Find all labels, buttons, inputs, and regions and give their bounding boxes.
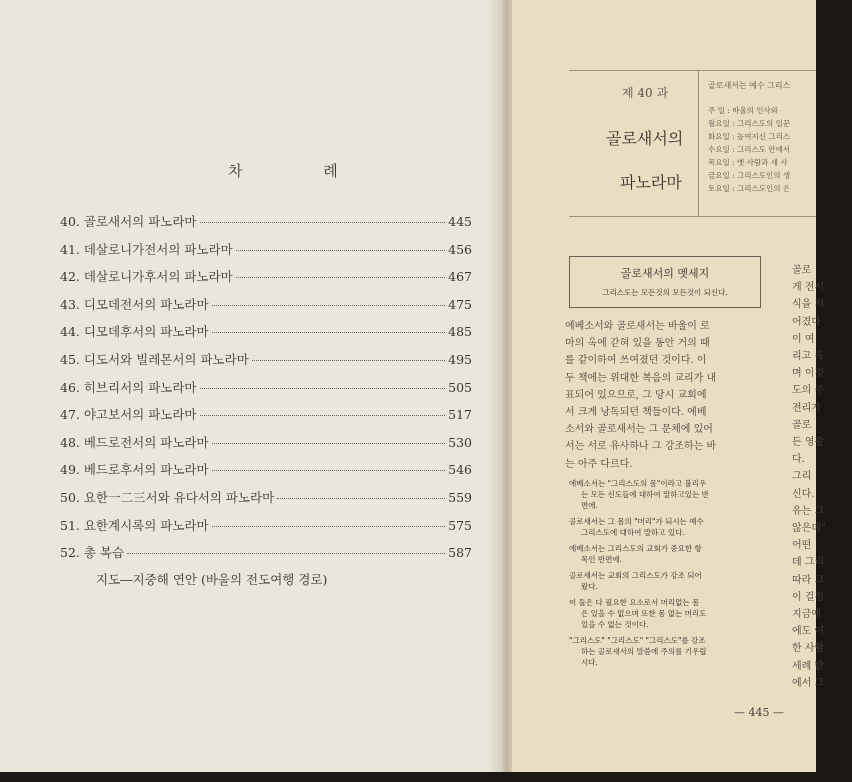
toc-entry <box>60 378 472 396</box>
toc-entry <box>60 322 472 340</box>
bullet-line: 골로새서는 교회의 그리스도가 강조 되어 <box>569 571 702 580</box>
bottom-edge <box>0 772 816 782</box>
daily-readings <box>708 104 790 195</box>
toc-entry <box>60 212 472 230</box>
bullet-line: 이 둘은 다 필요한 요소로서 머리없는 몸 <box>569 598 700 607</box>
right-column-line: 전리가 <box>792 402 821 414</box>
right-column-line: 며 이것 <box>792 368 825 380</box>
toc-entry-page: 530 <box>448 434 472 450</box>
body-line: 를 같이하여 쓰여졌던 것이다. 이 <box>565 355 707 367</box>
toc-entry-page: 485 <box>448 324 472 340</box>
bullet-item <box>569 516 769 538</box>
daily-reading-line: 수요일 : 그리스도 안에서 <box>708 145 791 154</box>
toc-leader-dots <box>236 250 445 251</box>
lesson-title-line1: 골로새서의 <box>606 129 684 148</box>
daily-reading-line: 주 일 : 바울의 인사와 <box>708 106 779 115</box>
bullet-line: 는 모든 신도들에 대하여 말하고있는 반 <box>581 490 709 499</box>
toc-entry-page: 467 <box>448 269 472 285</box>
toc-leader-dots <box>200 415 446 416</box>
body-line: 서 크게 낭독되던 책들이다. 에베 <box>565 407 707 419</box>
toc-entry-page: 456 <box>448 241 472 257</box>
toc-entry <box>60 350 472 368</box>
lesson-number: 제 40 과 <box>622 86 669 100</box>
toc-leader-dots <box>212 305 446 306</box>
toc-entry <box>60 295 472 313</box>
toc-entry-page: 575 <box>448 517 472 533</box>
right-column-line: 골로 <box>792 265 812 276</box>
right-column-line: 이 여 <box>792 333 815 345</box>
toc-leader-dots <box>200 222 446 223</box>
bullet-item <box>569 543 769 565</box>
toc-entry-label: 41. 데살로니가전서의 파노라마 <box>60 241 233 257</box>
toc-leader-dots <box>212 526 446 527</box>
daily-reading-line: 화요일 : 높여지신 그리스 <box>708 132 791 141</box>
toc-entry-page: 475 <box>448 296 472 312</box>
bullet-item <box>569 597 769 630</box>
bullet-line: 있을 수 없는 것이다. <box>581 620 649 629</box>
toc-leader-dots <box>200 388 446 389</box>
toc-leader-dots <box>212 443 446 444</box>
right-page <box>512 0 826 772</box>
toc-entry-label: 44. 디모데후서의 파노라마 <box>60 324 209 340</box>
bullet-line: 목인 반면에. <box>581 555 622 564</box>
right-column-line: 데 그리 <box>792 557 825 569</box>
daily-reading-line: 목요일 : 옛 사람과 새 사 <box>708 158 788 167</box>
message-title: 골로새서의 멧세지 <box>620 267 710 280</box>
bullet-line: 면에. <box>581 501 598 510</box>
bullet-line: 시다. <box>581 658 598 667</box>
message-subtitle: 그리스도는 모든것의 모든것이 되신다. <box>602 288 728 297</box>
body-line: 는 아주 다르다. <box>565 458 633 470</box>
body-line: 서는 서로 유사하나 그 강조하는 바 <box>565 441 717 453</box>
toc-entry-label: 43. 디모데전서의 파노라마 <box>60 296 209 312</box>
toc-title: 차 례 <box>228 162 376 180</box>
body-text <box>565 318 765 473</box>
body-line: 에베소서와 골로새서는 바울이 로 <box>565 321 710 332</box>
toc-leader-dots <box>212 470 446 471</box>
body-line: 마의 옥에 갇혀 있을 동안 거의 때 <box>565 338 710 350</box>
toc-entry-label: 52. 총 복습 <box>60 545 125 561</box>
toc-entry-label: 48. 베드로전서의 파노라마 <box>60 434 209 450</box>
right-column-line: 다. <box>792 454 805 466</box>
toc-entry <box>60 516 472 534</box>
lesson-title-line2: 파노라마 <box>620 173 682 192</box>
right-column-line: 신다. <box>792 488 815 500</box>
toc-entry <box>60 488 472 506</box>
bullet-item <box>569 570 769 592</box>
right-column-line: 에서 그 <box>792 677 825 689</box>
header-rule-top <box>569 70 816 71</box>
toc-entry-label: 42. 데살로니가후서의 파노라마 <box>60 269 233 285</box>
right-column-line: 에도 여 <box>792 626 825 638</box>
message-box <box>569 256 761 308</box>
right-column-line: 식을 저 <box>792 299 825 311</box>
bullet-line: "그리스도" "그리스도" "그리스도"를 강조 <box>569 636 706 645</box>
toc-entry-label: 50. 요한一二三서와 유다서의 파노라마 <box>60 490 275 505</box>
body-line: 두 책에는 위대한 복음의 교리가 내 <box>565 372 717 384</box>
toc-entry-page: 505 <box>448 379 472 395</box>
right-column-line: 않은데" <box>792 523 826 535</box>
comparison-bullets <box>569 478 769 673</box>
toc-entry-page: 495 <box>448 352 472 367</box>
right-column-text <box>792 262 852 692</box>
right-column-line: 리고 옥 <box>792 351 825 363</box>
right-column-line: 골로 <box>792 419 812 431</box>
toc-entry-page: 445 <box>448 214 472 229</box>
toc-leader-dots <box>127 553 445 554</box>
bullet-line: 에베소서는 "그리스도의 몸"이라고 불리우 <box>569 479 707 488</box>
page-number: — 445 — <box>734 706 784 719</box>
bullet-line: 골로새서는 그 몸의 "머리"가 되시는 예수 <box>569 517 704 526</box>
right-column-line: 유는 그 <box>792 505 825 517</box>
bullet-line: 그리스도에 대하여 말하고 있다. <box>581 528 685 537</box>
toc-entry <box>60 405 472 423</box>
toc-entry-page: 559 <box>448 490 472 505</box>
toc-entry-page: 546 <box>448 462 472 478</box>
bullet-item <box>569 478 769 511</box>
bullet-item <box>569 635 769 668</box>
toc-leader-dots <box>212 332 446 333</box>
toc-entry-label: 49. 베드로후서의 파노라마 <box>60 462 209 478</box>
toc-entry <box>60 460 472 478</box>
toc-leader-dots <box>277 498 445 499</box>
bullet-line: 은 있을 수 없으며 또한 몸 없는 머리도 <box>581 609 707 618</box>
header-rule-bottom <box>569 216 816 217</box>
daily-reading-line: 월요일 : 그리스도의 일꾼 <box>708 119 791 128</box>
bullet-line: 왔다. <box>581 582 598 591</box>
bullet-line: 에베소서는 그리스도의 교회가 중요한 항 <box>569 544 702 553</box>
right-column-line: 어겼다 <box>792 316 821 328</box>
header-intro: 골로새서는 예수 그리스 <box>708 81 791 90</box>
daily-reading-line: 토요일 : 그리스도인의 은 <box>708 184 791 193</box>
toc-map-note: 지도―지중해 연안 (바울의 전도여행 경로) <box>96 572 328 587</box>
toc-entry-page: 587 <box>448 545 472 561</box>
toc-leader-dots <box>236 277 445 278</box>
toc-entry <box>60 433 472 451</box>
toc-leader-dots <box>252 360 445 361</box>
right-column-line: 세례 받 <box>792 660 825 672</box>
right-column-line: 이 걸정 <box>792 591 825 603</box>
toc-entry-label: 51. 요한계시록의 파노라마 <box>60 517 209 533</box>
toc-entry-label: 47. 야고보서의 파노라마 <box>60 407 197 423</box>
right-column-line: 그리 <box>792 471 812 483</box>
right-column-line: 든 영광 <box>792 437 825 449</box>
body-line: 소서와 골로새서는 그 문체에 있어 <box>565 424 713 436</box>
body-line: 표되어 있으므로, 그 당시 교회에 <box>565 389 707 401</box>
bullet-line: 하는 골로새서의 말씀에 주의를 기우립 <box>581 647 707 656</box>
right-column-line: 따라 그 <box>792 574 825 586</box>
right-column-line: 지금에 <box>792 609 821 621</box>
daily-reading-line: 금요일 : 그리스도인의 생 <box>708 171 791 180</box>
toc-entry <box>60 543 472 561</box>
header-divider <box>698 70 699 216</box>
toc-entry-page: 517 <box>448 407 472 423</box>
toc-entry-label: 45. 디도서와 빌레몬서의 파노라마 <box>60 352 249 367</box>
right-column-line: 한 사람 <box>792 643 825 655</box>
toc-entry-label: 46. 히브리서의 파노라마 <box>60 379 197 395</box>
toc-entry <box>60 240 472 258</box>
toc-entry-label: 40. 골로새서의 파노라마 <box>60 214 197 229</box>
right-column-line: 게 전서 <box>792 282 825 294</box>
right-column-line: 어떤 <box>792 540 812 552</box>
toc-entry <box>60 267 472 285</box>
right-column-line: 도의 주 <box>792 385 825 397</box>
